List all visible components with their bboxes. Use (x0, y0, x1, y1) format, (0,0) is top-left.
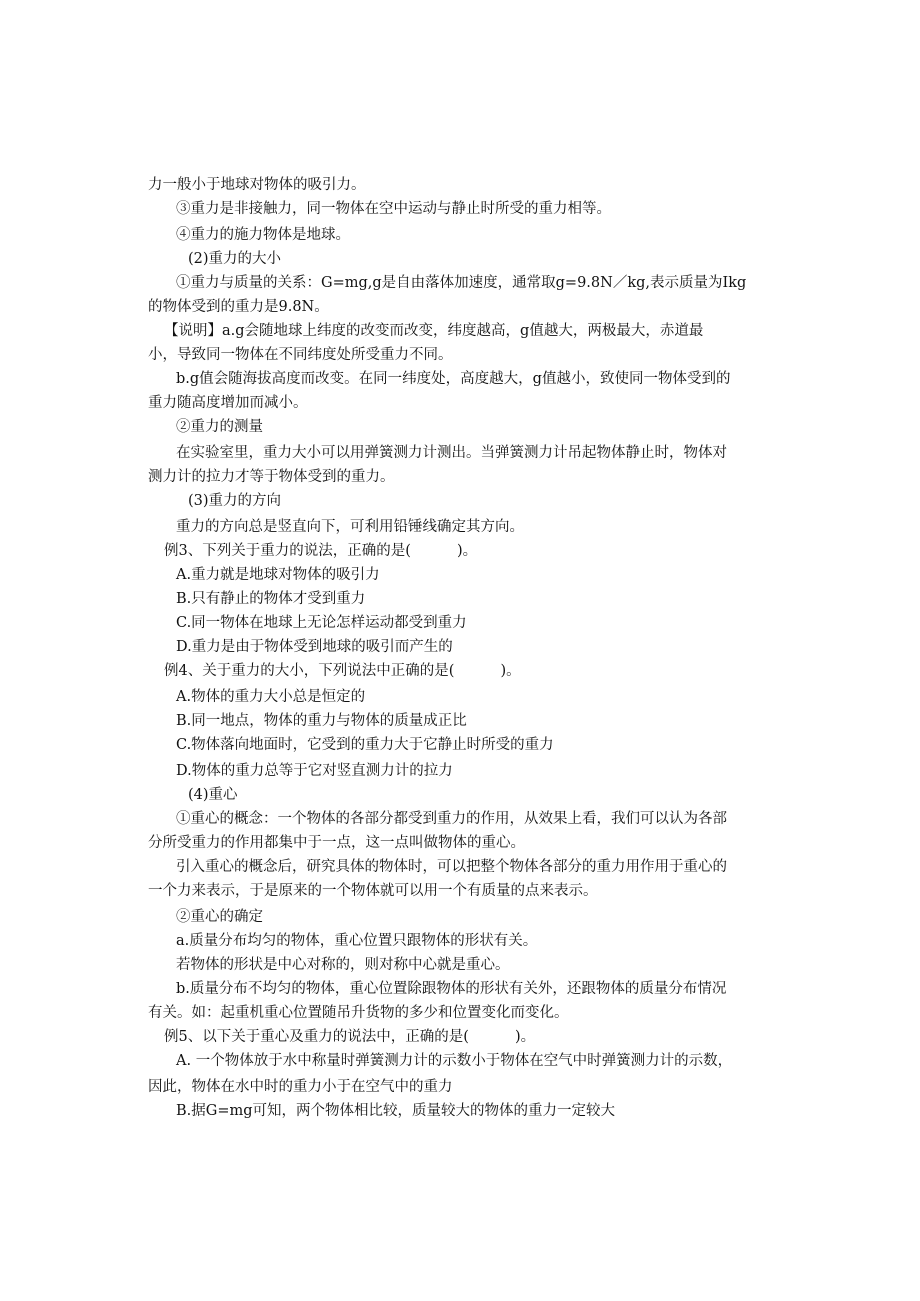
section-heading: (4)重心 (188, 787, 238, 803)
note-line: 【说明】a.g会随地球上纬度的改变而改变，纬度越高，g值越大，两极最大，赤道最 (164, 323, 704, 339)
text-line: ①重心的概念：一个物体的各部分都受到重力的作用，从效果上看，我们可以认为各部 (176, 811, 727, 827)
text-line: 测力计的拉力才等于物体受到的重力。 (148, 469, 395, 485)
text-line: 重力的方向总是竖直向下，可利用铅锤线确定其方向。 (176, 519, 524, 535)
option-line: 因此，物体在水中时的重力小于在空气中的重力 (148, 1079, 453, 1095)
option-line: D.重力是由于物体受到地球的吸引而产生的 (176, 639, 453, 655)
text-line: 有关。如：起重机重心位置随吊升货物的多少和位置变化而变化。 (148, 1005, 569, 1021)
text-line: 引入重心的概念后，研究具体的物体时，可以把整个物体各部分的重力用作用于重心的 (176, 859, 727, 875)
text-line: ④重力的施力物体是地球。 (176, 227, 350, 243)
subsection-heading: ②重力的测量 (176, 419, 263, 435)
example-question: 例3、下列关于重力的说法，正确的是( )。 (164, 543, 478, 559)
text-line: b.g值会随海拔高度而改变。在同一纬度处，高度越大，g值越小，致使同一物体受到的 (176, 371, 731, 387)
text-line: 若物体的形状是中心对称的，则对称中心就是重心。 (176, 957, 510, 973)
text-line: a.质量分布均匀的物体，重心位置只跟物体的形状有关。 (176, 933, 538, 949)
option-line: A. 一个物体放于水中称量时弹簧测力计的示数小于物体在空气中时弹簧测力计的示数， (176, 1053, 733, 1069)
option-line: B.只有静止的物体才受到重力 (176, 591, 366, 607)
option-line: C.物体落向地面时，它受到的重力大于它静止时所受的重力 (176, 737, 554, 753)
option-line: D.物体的重力总等于它对竖直测力计的拉力 (176, 763, 453, 779)
example-question: 例4、关于重力的大小，下列说法中正确的是( )。 (164, 663, 521, 679)
text-line: 一个力来表示，于是原来的一个物体就可以用一个有质量的点来表示。 (148, 883, 598, 899)
section-heading: (3)重力的方向 (188, 493, 282, 509)
text-line: 小，导致同一物体在不同纬度处所受重力不同。 (148, 347, 453, 363)
option-line: B.据G=mg可知，两个物体相比较，质量较大的物体的重力一定较大 (176, 1103, 616, 1119)
subsection-heading: ②重心的确定 (176, 909, 263, 925)
option-line: A.重力就是地球对物体的吸引力 (176, 567, 380, 583)
text-line: ③重力是非接触力，同一物体在空中运动与静止时所受的重力相等。 (176, 201, 611, 217)
text-line: 重力随高度增加而减小。 (148, 395, 308, 411)
text-line: ①重力与质量的关系：G=mg,g是自由落体加速度，通常取g=9.8N／kg,表示质量为Ikg (176, 275, 747, 291)
option-line: A.物体的重力大小总是恒定的 (176, 689, 366, 705)
option-line: C.同一物体在地球上无论怎样运动都受到重力 (176, 615, 467, 631)
option-line: B.同一地点，物体的重力与物体的质量成正比 (176, 713, 467, 729)
text-line: 在实验室里，重力大小可以用弹簧测力计测出。当弹簧测力计吊起物体静止时，物体对 (176, 445, 727, 461)
text-line: 力一般小于地球对物体的吸引力。 (148, 177, 366, 193)
text-line: b.质量分布不均匀的物体，重心位置除跟物体的形状有关外，还跟物体的质量分布情况 (176, 981, 727, 997)
text-line: 分所受重力的作用都集中于一点，这一点叫做物体的重心。 (148, 835, 525, 851)
text-line: 的物体受到的重力是9.8N。 (148, 299, 329, 315)
section-heading: (2)重力的大小 (188, 251, 282, 267)
example-question: 例5、以下关于重心及重力的说法中，正确的是( )。 (164, 1029, 536, 1045)
